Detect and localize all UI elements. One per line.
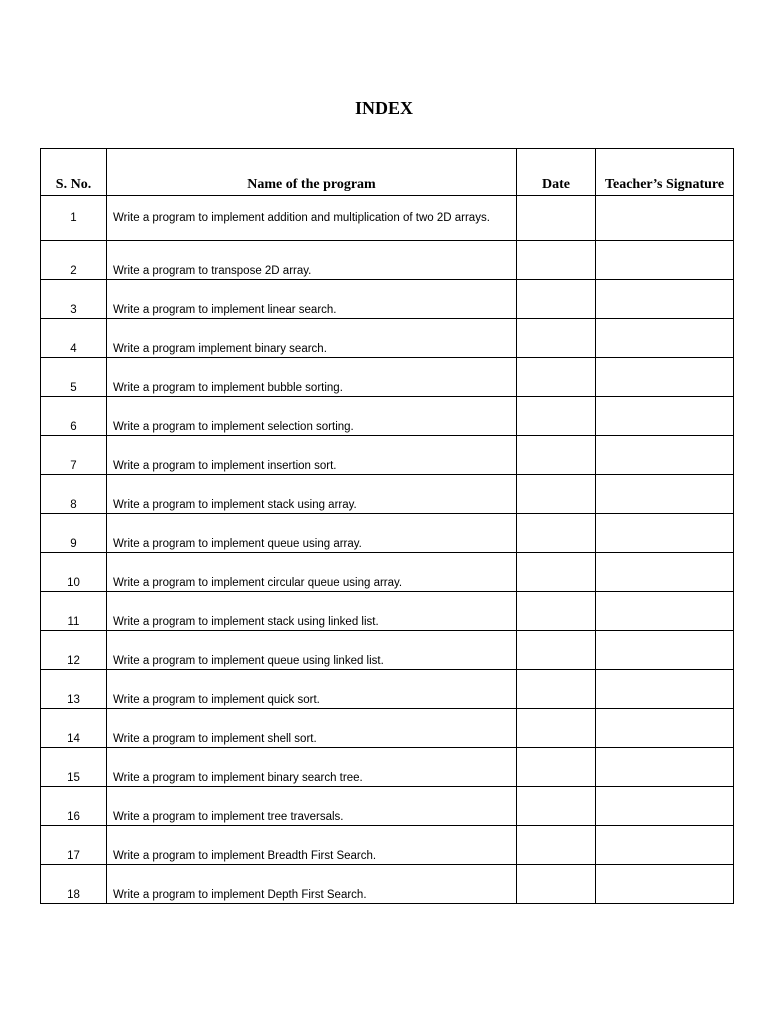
row-program-name: Write a program to implement tree traversals. (107, 787, 517, 826)
table-row (41, 358, 734, 397)
table-row (41, 748, 734, 787)
header-date: Date (517, 149, 596, 196)
row-signature-cell (596, 319, 734, 358)
table-row (41, 475, 734, 514)
table-row (41, 436, 734, 475)
row-date-cell (517, 358, 596, 397)
row-program-name: Write a program to implement selection sorting. (107, 397, 517, 436)
row-date-cell (517, 787, 596, 826)
row-program-name: Write a program to implement stack using linked list. (107, 592, 517, 631)
row-serial-number: 1 (41, 196, 107, 241)
row-program-name: Write a program to implement stack using array. (107, 475, 517, 514)
table-row (41, 397, 734, 436)
row-signature-cell (596, 826, 734, 865)
row-signature-cell (596, 592, 734, 631)
row-signature-cell (596, 514, 734, 553)
row-program-name: Write a program to implement Depth First Search. (107, 865, 517, 904)
row-signature-cell (596, 631, 734, 670)
row-signature-cell (596, 397, 734, 436)
row-program-name: Write a program to implement linear search. (107, 280, 517, 319)
row-program-name: Write a program to implement shell sort. (107, 709, 517, 748)
header-program-name: Name of the program (107, 149, 517, 196)
row-serial-number: 3 (41, 280, 107, 319)
row-serial-number: 4 (41, 319, 107, 358)
row-signature-cell (596, 670, 734, 709)
row-signature-cell (596, 787, 734, 826)
row-program-name: Write a program to transpose 2D array. (107, 241, 517, 280)
table-row (41, 865, 734, 904)
row-date-cell (517, 826, 596, 865)
row-signature-cell (596, 748, 734, 787)
table-row (41, 319, 734, 358)
row-date-cell (517, 319, 596, 358)
row-signature-cell (596, 196, 734, 241)
table-row (41, 553, 734, 592)
row-program-name: Write a program to implement Breadth First Search. (107, 826, 517, 865)
table-row (41, 826, 734, 865)
row-date-cell (517, 475, 596, 514)
row-program-name: Write a program to implement insertion sort. (107, 436, 517, 475)
row-serial-number: 18 (41, 865, 107, 904)
row-date-cell (517, 397, 596, 436)
row-serial-number: 7 (41, 436, 107, 475)
row-serial-number: 15 (41, 748, 107, 787)
row-date-cell (517, 592, 596, 631)
table-row (41, 631, 734, 670)
table-row (41, 280, 734, 319)
row-date-cell (517, 241, 596, 280)
table-row (41, 709, 734, 748)
table-row (41, 670, 734, 709)
row-serial-number: 11 (41, 592, 107, 631)
row-date-cell (517, 553, 596, 592)
row-signature-cell (596, 241, 734, 280)
row-date-cell (517, 196, 596, 241)
row-signature-cell (596, 280, 734, 319)
row-serial-number: 12 (41, 631, 107, 670)
row-program-name: Write a program to implement bubble sorting. (107, 358, 517, 397)
row-serial-number: 5 (41, 358, 107, 397)
row-signature-cell (596, 553, 734, 592)
table-row (41, 241, 734, 280)
header-sno: S. No. (41, 149, 107, 196)
table-row (41, 514, 734, 553)
row-date-cell (517, 631, 596, 670)
page-title: INDEX (354, 98, 413, 118)
row-date-cell (517, 748, 596, 787)
row-serial-number: 16 (41, 787, 107, 826)
row-signature-cell (596, 709, 734, 748)
row-signature-cell (596, 436, 734, 475)
row-serial-number: 6 (41, 397, 107, 436)
header-teacher-signature: Teacher’s Signature (596, 149, 734, 196)
table-body (41, 196, 734, 904)
row-program-name: Write a program to implement addition and multiplication of two 2D arrays. (107, 196, 517, 241)
index-table (40, 148, 734, 904)
row-program-name: Write a program implement binary search. (107, 319, 517, 358)
header-row (41, 149, 734, 196)
row-program-name: Write a program to implement circular queue using array. (107, 553, 517, 592)
row-date-cell (517, 436, 596, 475)
row-signature-cell (596, 475, 734, 514)
row-program-name: Write a program to implement quick sort. (107, 670, 517, 709)
row-signature-cell (596, 358, 734, 397)
row-serial-number: 14 (41, 709, 107, 748)
row-serial-number: 13 (41, 670, 107, 709)
row-serial-number: 10 (41, 553, 107, 592)
row-date-cell (517, 514, 596, 553)
row-serial-number: 9 (41, 514, 107, 553)
row-date-cell (517, 670, 596, 709)
row-program-name: Write a program to implement queue using linked list. (107, 631, 517, 670)
row-date-cell (517, 709, 596, 748)
row-date-cell (517, 280, 596, 319)
row-signature-cell (596, 865, 734, 904)
row-serial-number: 2 (41, 241, 107, 280)
table-row (41, 592, 734, 631)
table-row (41, 196, 734, 241)
row-serial-number: 8 (41, 475, 107, 514)
row-serial-number: 17 (41, 826, 107, 865)
row-program-name: Write a program to implement queue using array. (107, 514, 517, 553)
row-program-name: Write a program to implement binary search tree. (107, 748, 517, 787)
row-date-cell (517, 865, 596, 904)
table-row (41, 787, 734, 826)
